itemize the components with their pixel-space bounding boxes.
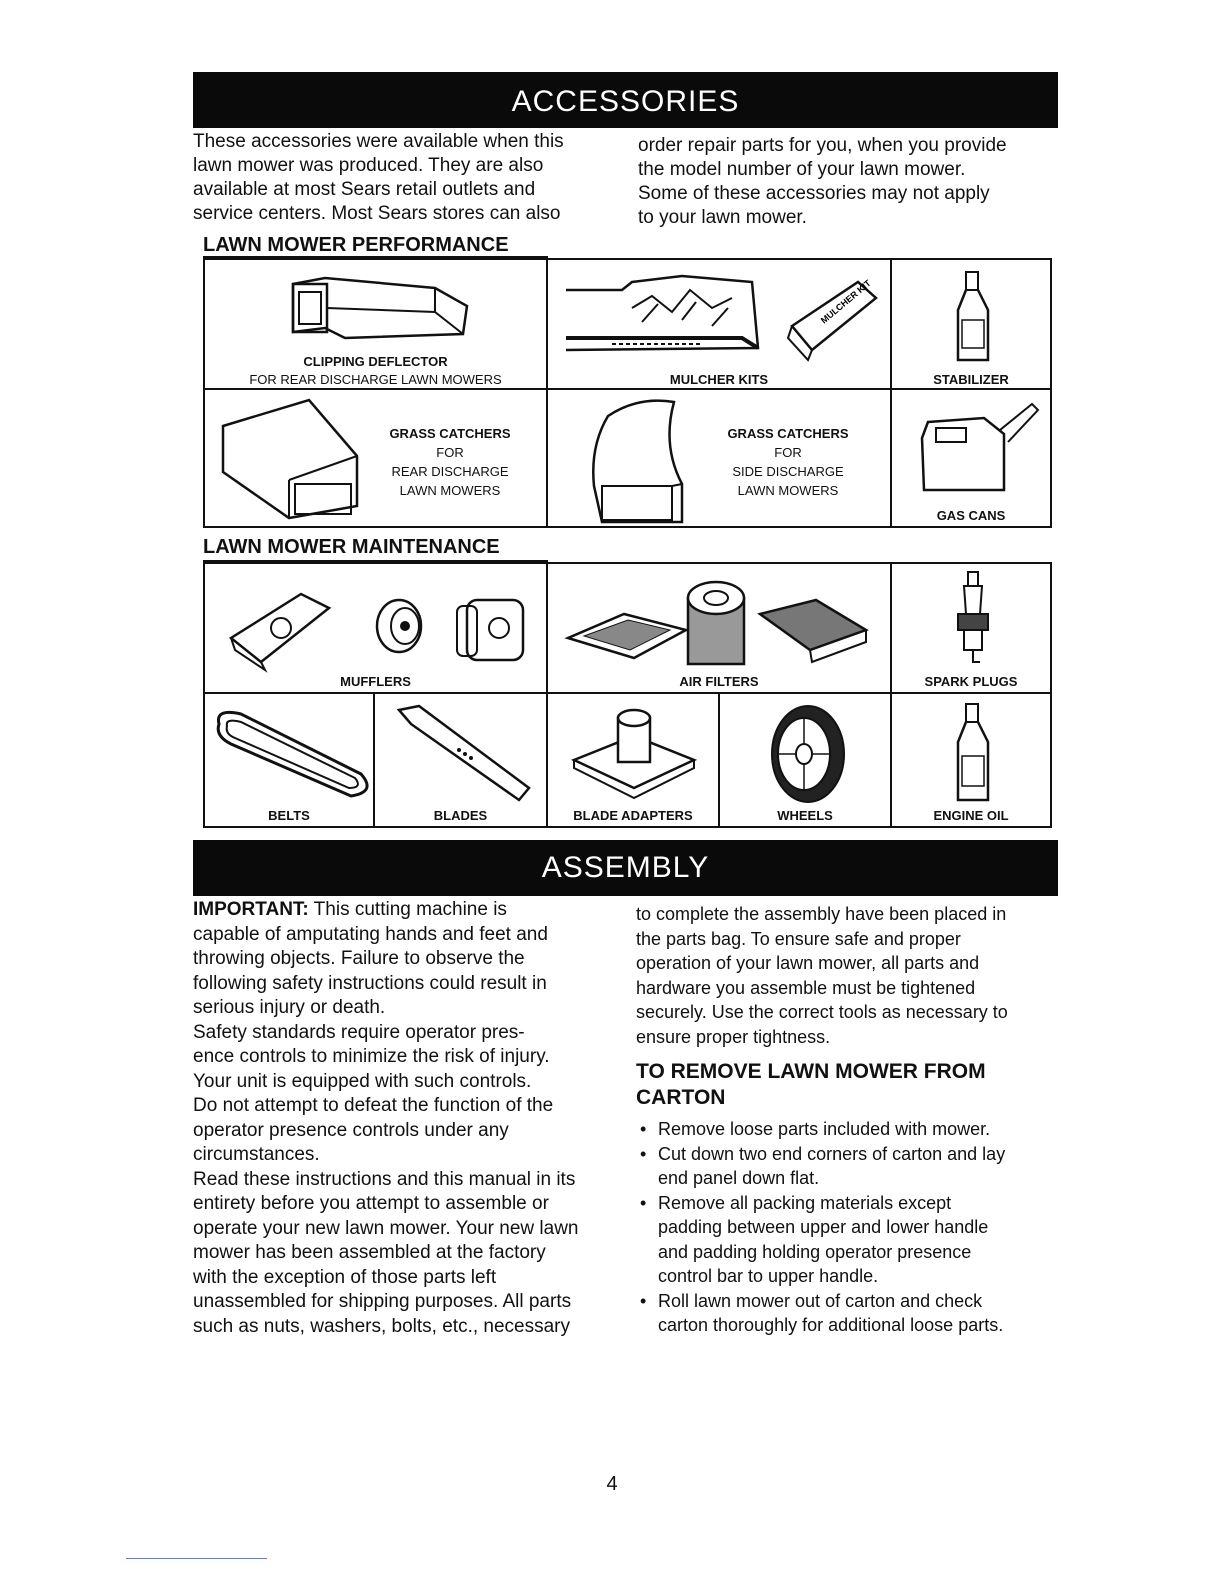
stabilizer-bottle-icon — [948, 270, 998, 366]
spark-plug-icon — [948, 570, 998, 670]
list-item: • Remove loose parts included with mower. — [636, 1117, 1066, 1142]
clipping-deflector-sublabel: FOR REAR DISCHARGE LAWN MOWERS — [249, 372, 502, 387]
mufflers-icon — [221, 578, 541, 674]
list-item: • Roll lawn mower out of carton and check carton thoroughly for additional loose parts. — [636, 1289, 1066, 1338]
mufflers-box — [203, 562, 548, 694]
belt-icon — [211, 704, 375, 804]
blade-adapters-box — [546, 692, 720, 828]
blade-icon — [389, 702, 539, 806]
wheel-icon — [760, 700, 854, 808]
mulcher-kits-icon — [562, 268, 880, 368]
mulcher-kits-label: MULCHER KITS — [669, 372, 769, 387]
wheels-box — [718, 692, 892, 828]
spark-plugs-label: SPARK PLUGS — [924, 674, 1018, 689]
grass-catchers-side-label: GRASS CATCHERS FOR SIDE DISCHARGE LAWN MOWERS — [727, 426, 849, 498]
gas-cans-label: GAS CANS — [936, 508, 1006, 523]
grass-catchers-side-box — [546, 388, 892, 528]
carton-removal-list — [636, 1117, 1066, 1338]
page-number: 4 — [606, 1473, 618, 1495]
remove-from-carton-heading: TO REMOVE LAWN MOWER FROM CARTON — [636, 1060, 986, 1109]
blade-adapters-label: BLADE ADAPTERS — [573, 808, 693, 823]
side-grass-catcher-icon — [588, 396, 698, 526]
stabilizer-label: STABILIZER — [933, 372, 1009, 387]
accessories-intro-right: order repair parts for you, when you provide the model number of your lawn mower. Some of these accessories may not apply to your lawn mower. — [638, 135, 1007, 228]
mulcher-kits-box — [546, 258, 892, 390]
mufflers-label: MUFFLERS — [340, 674, 411, 689]
footer-rule — [126, 1558, 267, 1559]
air-filters-box — [546, 562, 892, 694]
performance-heading: LAWN MOWER PERFORMANCE — [203, 234, 509, 256]
assembly-banner: ASSEMBLY — [193, 840, 1058, 896]
blades-label: BLADES — [433, 808, 488, 823]
assembly-right-column: to complete the assembly have been placed in the parts bag. To ensure safe and proper operation of your lawn mower, all parts and hardware you assemble must be tightened securely. Use the correct tools as necessary to ensure proper tightness. TO REMOVE LAWN MOWER FROM CARTON • Remove loose parts included with mower. • Cut down two end corners of carton and lay end panel down flat. • Remove all packing materials except padding between upper and lower handle and padding holding operator presence control bar to upper handle. • Roll lawn mower out of carton and check carton thoroughly for additional loose parts. — [636, 902, 1066, 1338]
clipping-deflector-icon — [285, 272, 475, 352]
spark-plugs-box — [890, 562, 1052, 694]
engine-oil-box — [890, 692, 1052, 828]
belts-label: BELTS — [268, 808, 310, 823]
clipping-deflector-box — [203, 258, 548, 390]
mulcher-kit-box-label: MULCHER KIT — [818, 278, 873, 326]
gas-can-icon — [914, 398, 1044, 498]
blades-box — [373, 692, 548, 828]
engine-oil-bottle-icon — [948, 702, 998, 806]
maintenance-heading: LAWN MOWER MAINTENANCE — [203, 536, 500, 558]
grass-catchers-rear-box — [203, 388, 548, 528]
list-item: • Cut down two end corners of carton and lay end panel down flat. — [636, 1142, 1066, 1191]
accessories-intro-left: These accessories were available when this lawn mower was produced. They are also available at most Sears retail outlets and service centers. Most Sears stores can also — [193, 131, 564, 224]
assembly-left-column: IMPORTANT: This cutting machine is capable of amputating hands and feet and throwing objects. Failure to observe the following safety instructions could result in serious injury or death. Safety standards require operator pres- ence controls to minimize the risk of injury. Your unit is equipped with such controls. Do not attempt to defeat the function of the operator presence controls under any circumstances. Read these instructions and this manual in its entirety before you attempt to assemble or operate your new lawn mower. Your new lawn mower has been assembled at the factory with the exception of those parts left unassembled for shipping purposes. All parts such as nuts, washers, bolts, etc., necessary — [193, 898, 623, 1339]
wheels-label: WHEELS — [777, 808, 833, 823]
important-paragraph: IMPORTANT: This cutting machine is — [193, 899, 507, 920]
blade-adapter-icon — [568, 704, 702, 804]
engine-oil-label: ENGINE OIL — [933, 808, 1009, 823]
rear-grass-catcher-icon — [219, 396, 369, 522]
clipping-deflector-label: CLIPPING DEFLECTOR — [303, 354, 448, 369]
air-filters-label: AIR FILTERS — [679, 674, 759, 689]
stabilizer-box — [890, 258, 1052, 390]
air-filters-icon — [564, 574, 878, 674]
accessories-banner: ACCESSORIES — [193, 72, 1058, 128]
list-item: • Remove all packing materials except padding between upper and lower handle and padding holding operator presence control bar to upper handle. — [636, 1191, 1066, 1289]
gas-cans-box — [890, 388, 1052, 528]
grass-catchers-rear-label: GRASS CATCHERS FOR REAR DISCHARGE LAWN MOWERS — [389, 426, 511, 498]
belts-box — [203, 692, 375, 828]
